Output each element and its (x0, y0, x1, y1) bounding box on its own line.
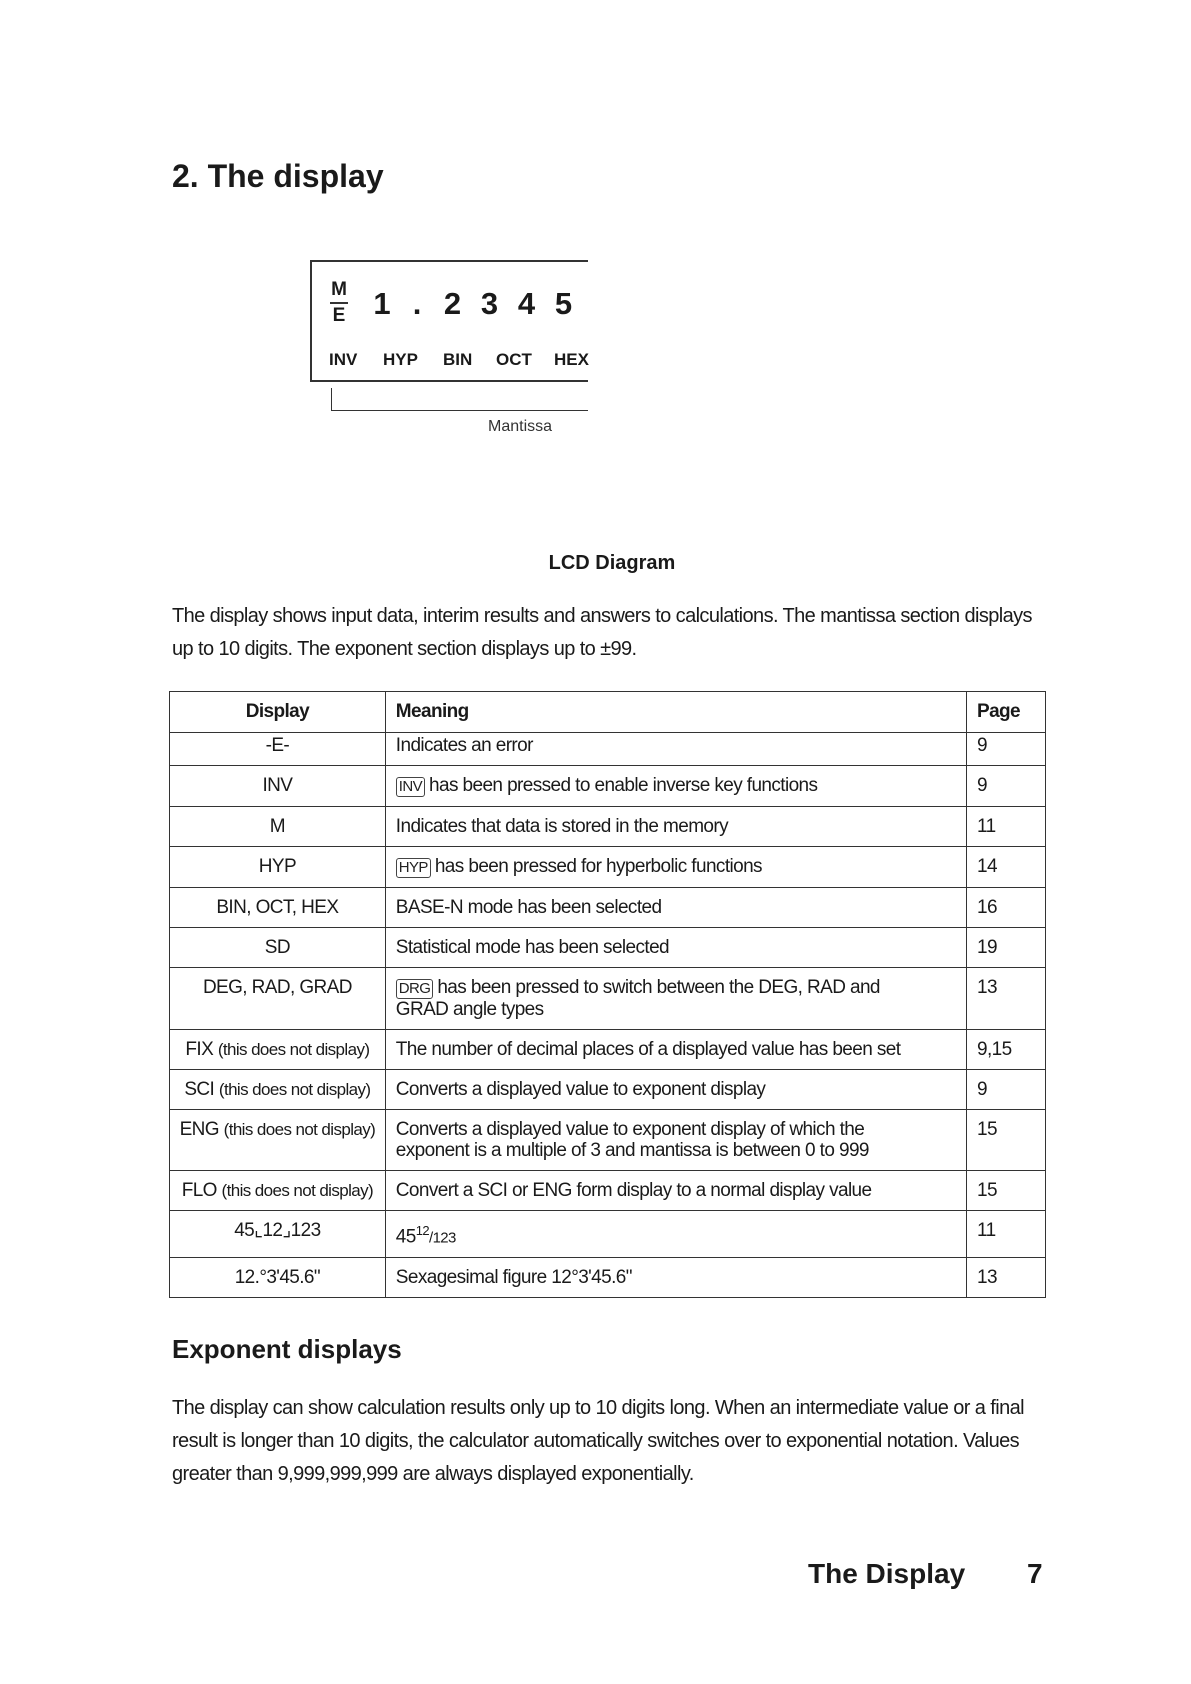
display-meanings-table (169, 691, 1046, 1298)
table-row (170, 766, 1046, 807)
cell-page: 9 (967, 733, 1046, 766)
lcd-digits (364, 286, 582, 322)
hyp-key-icon: HYP (396, 858, 431, 878)
exponent-displays-paragraph: The display can show calculation results only up to 10 digits long. When an intermediate value or a final result is longer than 10 digits, the calculator automatically switches over to exponential notation. Values greater than 9,999,999,999 are always displayed exponentially. (172, 1397, 1024, 1485)
lcd-digit: 1 (373, 286, 391, 321)
lcd-indicator-hyp: HYP (383, 350, 418, 369)
cell-display: FLO (this does not display) (170, 1171, 386, 1211)
cell-page: 9,15 (967, 1030, 1046, 1070)
cell-page: 9 (967, 766, 1046, 807)
table-header-row (170, 692, 1046, 733)
cell-page: 16 (967, 888, 1046, 928)
lcd-digit: 2 (443, 286, 462, 321)
table-row (170, 928, 1046, 968)
cell-page: 13 (967, 968, 1046, 1030)
lcd-memory-indicator: M (330, 278, 348, 304)
cell-display: 45⌞12⌟123 (170, 1211, 386, 1258)
cell-meaning: HYP has been pressed for hyperbolic functions (385, 847, 966, 888)
cell-meaning: Sexagesimal figure 12°3'45.6" (385, 1258, 966, 1298)
cell-page: 11 (967, 1211, 1046, 1258)
cell-display: M (170, 807, 386, 847)
lcd-indicator-bin: BIN (443, 350, 473, 369)
lcd-digit: 3 (480, 286, 499, 321)
intro-paragraph: The display shows input data, interim results and answers to calculations. The mantissa section displays up to 10 digits. The exponent section displays up to ±99. (172, 605, 1032, 660)
table-row (170, 1211, 1046, 1258)
section-heading-exponent-displays: Exponent displays (172, 1334, 402, 1364)
header-page: Page (967, 692, 1046, 733)
mantissa-bracket (331, 388, 588, 411)
table-row (170, 968, 1046, 1030)
cell-page: 14 (967, 847, 1046, 888)
cell-meaning: INV has been pressed to enable inverse key functions (385, 766, 966, 807)
mantissa-label: Mantissa (488, 418, 553, 435)
cell-page: 19 (967, 928, 1046, 968)
table-row (170, 847, 1046, 888)
cell-display: SCI (this does not display) (170, 1070, 386, 1110)
lcd-indicator-hex: HEX (554, 350, 589, 369)
cell-display: 12.°3'45.6" (170, 1258, 386, 1298)
footer-section-title: The Display (808, 1558, 966, 1589)
cell-display: DEG, RAD, GRAD (170, 968, 386, 1030)
cell-meaning: $45^{12}/123$ (385, 1211, 966, 1258)
cell-meaning: Statistical mode has been selected (385, 928, 966, 968)
table-row (170, 1171, 1046, 1211)
cell-display: -E- (170, 733, 386, 766)
header-meaning: Meaning (385, 692, 966, 733)
lcd-digit: 4 (517, 286, 536, 321)
lcd-memory-exponent-indicator (330, 278, 348, 328)
lcd-digit: . (412, 286, 422, 321)
cell-page: 9 (967, 1070, 1046, 1110)
cell-page: 15 (967, 1171, 1046, 1211)
table-row (170, 1070, 1046, 1110)
lcd-digit: 5 (554, 286, 573, 321)
cell-meaning: Converts a displayed value to exponent display (385, 1070, 966, 1110)
cell-meaning: BASE-N mode has been selected (385, 888, 966, 928)
cell-display: FIX (this does not display) (170, 1030, 386, 1070)
table-row (170, 733, 1046, 766)
cell-meaning: Convert a SCI or ENG form display to a normal display value (385, 1171, 966, 1211)
cell-meaning: The number of decimal places of a displayed value has been set (385, 1030, 966, 1070)
table-row (170, 1030, 1046, 1070)
cell-display: HYP (170, 847, 386, 888)
table-row (170, 1110, 1046, 1171)
table-row (170, 888, 1046, 928)
table-row (170, 1258, 1046, 1298)
cell-display: BIN, OCT, HEX (170, 888, 386, 928)
cell-meaning: DRG has been pressed to switch between the DEG, RAD and GRAD angle types (385, 968, 966, 1030)
cell-meaning: Indicates an error (385, 733, 966, 766)
footer-page-number: 7 (1027, 1558, 1043, 1589)
cell-display: ENG (this does not display) (170, 1110, 386, 1171)
lcd-error-indicator: E (332, 305, 346, 326)
drg-key-icon: DRG (396, 979, 434, 999)
lcd-diagram-caption: LCD Diagram (548, 552, 676, 574)
page-title: 2. The display (172, 158, 384, 194)
lcd-indicator-oct: OCT (496, 350, 532, 369)
cell-meaning: Converts a displayed value to exponent display of which the exponent is a multiple of 3 and mantissa is between 0 to 999 (385, 1110, 966, 1171)
cell-page: 11 (967, 807, 1046, 847)
lcd-indicator-inv: INV (329, 350, 358, 369)
cell-page: 15 (967, 1110, 1046, 1171)
cell-display: INV (170, 766, 386, 807)
table-row (170, 807, 1046, 847)
header-display: Display (170, 692, 386, 733)
inv-key-icon: INV (396, 777, 425, 797)
cell-page: 13 (967, 1258, 1046, 1298)
cell-display: SD (170, 928, 386, 968)
cell-meaning: Indicates that data is stored in the memory (385, 807, 966, 847)
